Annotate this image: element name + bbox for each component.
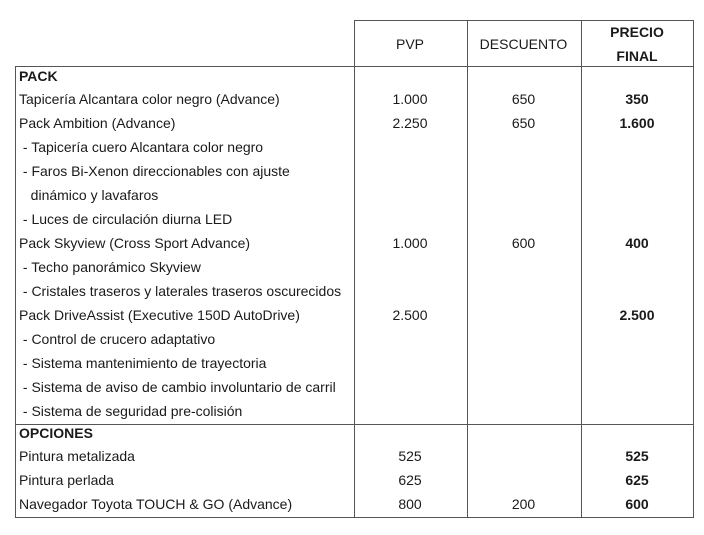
grid-line	[693, 20, 694, 517]
row-pvp: 1.000	[392, 91, 428, 107]
row-descuento: 600	[511, 235, 536, 251]
grid-line	[15, 424, 694, 425]
row-description: - Sistema de seguridad pre-colisión	[19, 403, 243, 419]
row-description: Pack Ambition (Advance)	[19, 115, 176, 131]
header-precio-line1: PRECIO	[610, 24, 664, 40]
row-precio: 400	[625, 235, 649, 251]
row-description: - Luces de circulación diurna LED	[19, 211, 233, 227]
price-table	[15, 20, 693, 517]
row-description: dinámico y lavafaros	[19, 187, 159, 203]
row-pvp: 800	[398, 496, 422, 512]
row-pvp: 2.500	[392, 307, 428, 323]
header-pvp: PVP	[395, 36, 424, 52]
section-title: OPCIONES	[19, 425, 93, 441]
row-description: - Sistema de aviso de cambio involuntario de carril	[19, 379, 336, 395]
grid-line	[467, 20, 468, 517]
row-pvp: 625	[398, 472, 422, 488]
row-description: - Sistema mantenimiento de trayectoria	[19, 355, 267, 371]
grid-line	[354, 20, 355, 517]
row-descuento: 200	[511, 496, 536, 512]
row-description: - Cristales traseros y laterales traseros oscurecidos	[19, 283, 342, 299]
row-precio: 350	[625, 91, 649, 107]
section-title: PACK	[19, 68, 58, 84]
row-precio: 625	[625, 472, 649, 488]
row-description: Pack Skyview (Cross Sport Advance)	[19, 235, 251, 251]
grid-line	[581, 20, 582, 517]
row-pvp: 2.250	[392, 115, 428, 131]
row-description: - Techo panorámico Skyview	[19, 259, 201, 275]
row-pvp: 525	[398, 448, 422, 464]
row-description: Pintura perlada	[19, 472, 114, 488]
grid-line	[354, 20, 694, 21]
row-precio: 2.500	[619, 307, 655, 323]
row-description: Pack DriveAssist (Executive 150D AutoDrive)	[19, 307, 300, 323]
row-description: Navegador Toyota TOUCH & GO (Advance)	[19, 496, 293, 512]
row-descuento: 650	[511, 115, 536, 131]
grid-line	[15, 66, 694, 67]
row-precio: 1.600	[619, 115, 655, 131]
row-descuento: 650	[511, 91, 536, 107]
row-description: - Control de crucero adaptativo	[19, 331, 216, 347]
row-description: - Tapicería cuero Alcantara color negro	[19, 139, 264, 155]
row-description: Pintura metalizada	[19, 448, 135, 464]
row-precio: 600	[625, 496, 649, 512]
row-description: - Faros Bi-Xenon direccionables con ajuste	[19, 163, 290, 179]
grid-line	[15, 517, 694, 518]
row-description: Tapicería Alcantara color negro (Advance)	[19, 91, 280, 107]
header-descuento: DESCUENTO	[479, 36, 568, 52]
header-precio-line2: FINAL	[616, 48, 658, 64]
grid-line	[15, 66, 16, 517]
row-pvp: 1.000	[392, 235, 428, 251]
row-precio: 525	[625, 448, 649, 464]
